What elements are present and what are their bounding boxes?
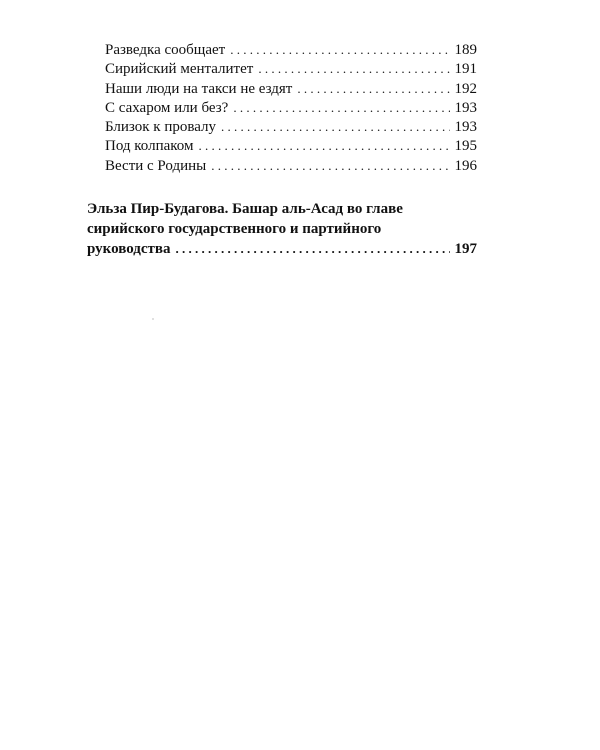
toc-entry <box>105 59 477 78</box>
dot-leader <box>230 40 450 59</box>
toc-entry-page: 189 <box>454 42 477 58</box>
toc-section-entry <box>87 199 477 259</box>
toc-entry-page: 193 <box>454 119 477 136</box>
toc-entry-title: Наши люди на такси не ездят <box>105 80 293 97</box>
toc-entry-page: 193 <box>454 99 477 116</box>
toc-entry <box>105 156 477 175</box>
dot-leader <box>233 98 450 117</box>
toc-entry <box>105 40 477 59</box>
toc-entry-title: Разведка сообщает <box>105 42 226 58</box>
toc-entry-title: Близок к провалу <box>105 119 217 136</box>
section-title-line-3: руководства <box>87 241 171 257</box>
toc-entry-title: Сирийский менталитет <box>105 61 254 78</box>
toc-entry-page: 196 <box>454 157 477 174</box>
toc-entry <box>105 98 477 117</box>
dot-leader <box>199 136 450 155</box>
dot-leader <box>297 79 450 98</box>
toc-entry-page: 192 <box>454 80 477 97</box>
toc-list <box>105 40 477 175</box>
toc-entry <box>105 79 477 98</box>
section-title-final-line <box>87 239 477 259</box>
section-title-line-2: сирийского государственного и партийного <box>87 221 382 237</box>
toc-entry-title: Под колпаком <box>105 138 194 155</box>
dot-leader <box>176 239 451 259</box>
dot-leader <box>258 59 450 78</box>
toc-entry <box>105 117 477 136</box>
toc-entry-page: 191 <box>454 61 477 78</box>
section-title-line-1: Эльза Пир-Будагова. Башар аль-Асад во главе <box>87 201 403 217</box>
section-page: 197 <box>454 241 477 257</box>
dot-leader <box>221 117 450 136</box>
paper-speck <box>152 318 154 320</box>
dot-leader <box>211 156 450 175</box>
toc-entry <box>105 136 477 155</box>
toc-entry-page: 195 <box>454 138 477 155</box>
toc-entry-title: Вести с Родины <box>105 157 207 174</box>
toc-entry-title: С сахаром или без? <box>105 99 229 116</box>
